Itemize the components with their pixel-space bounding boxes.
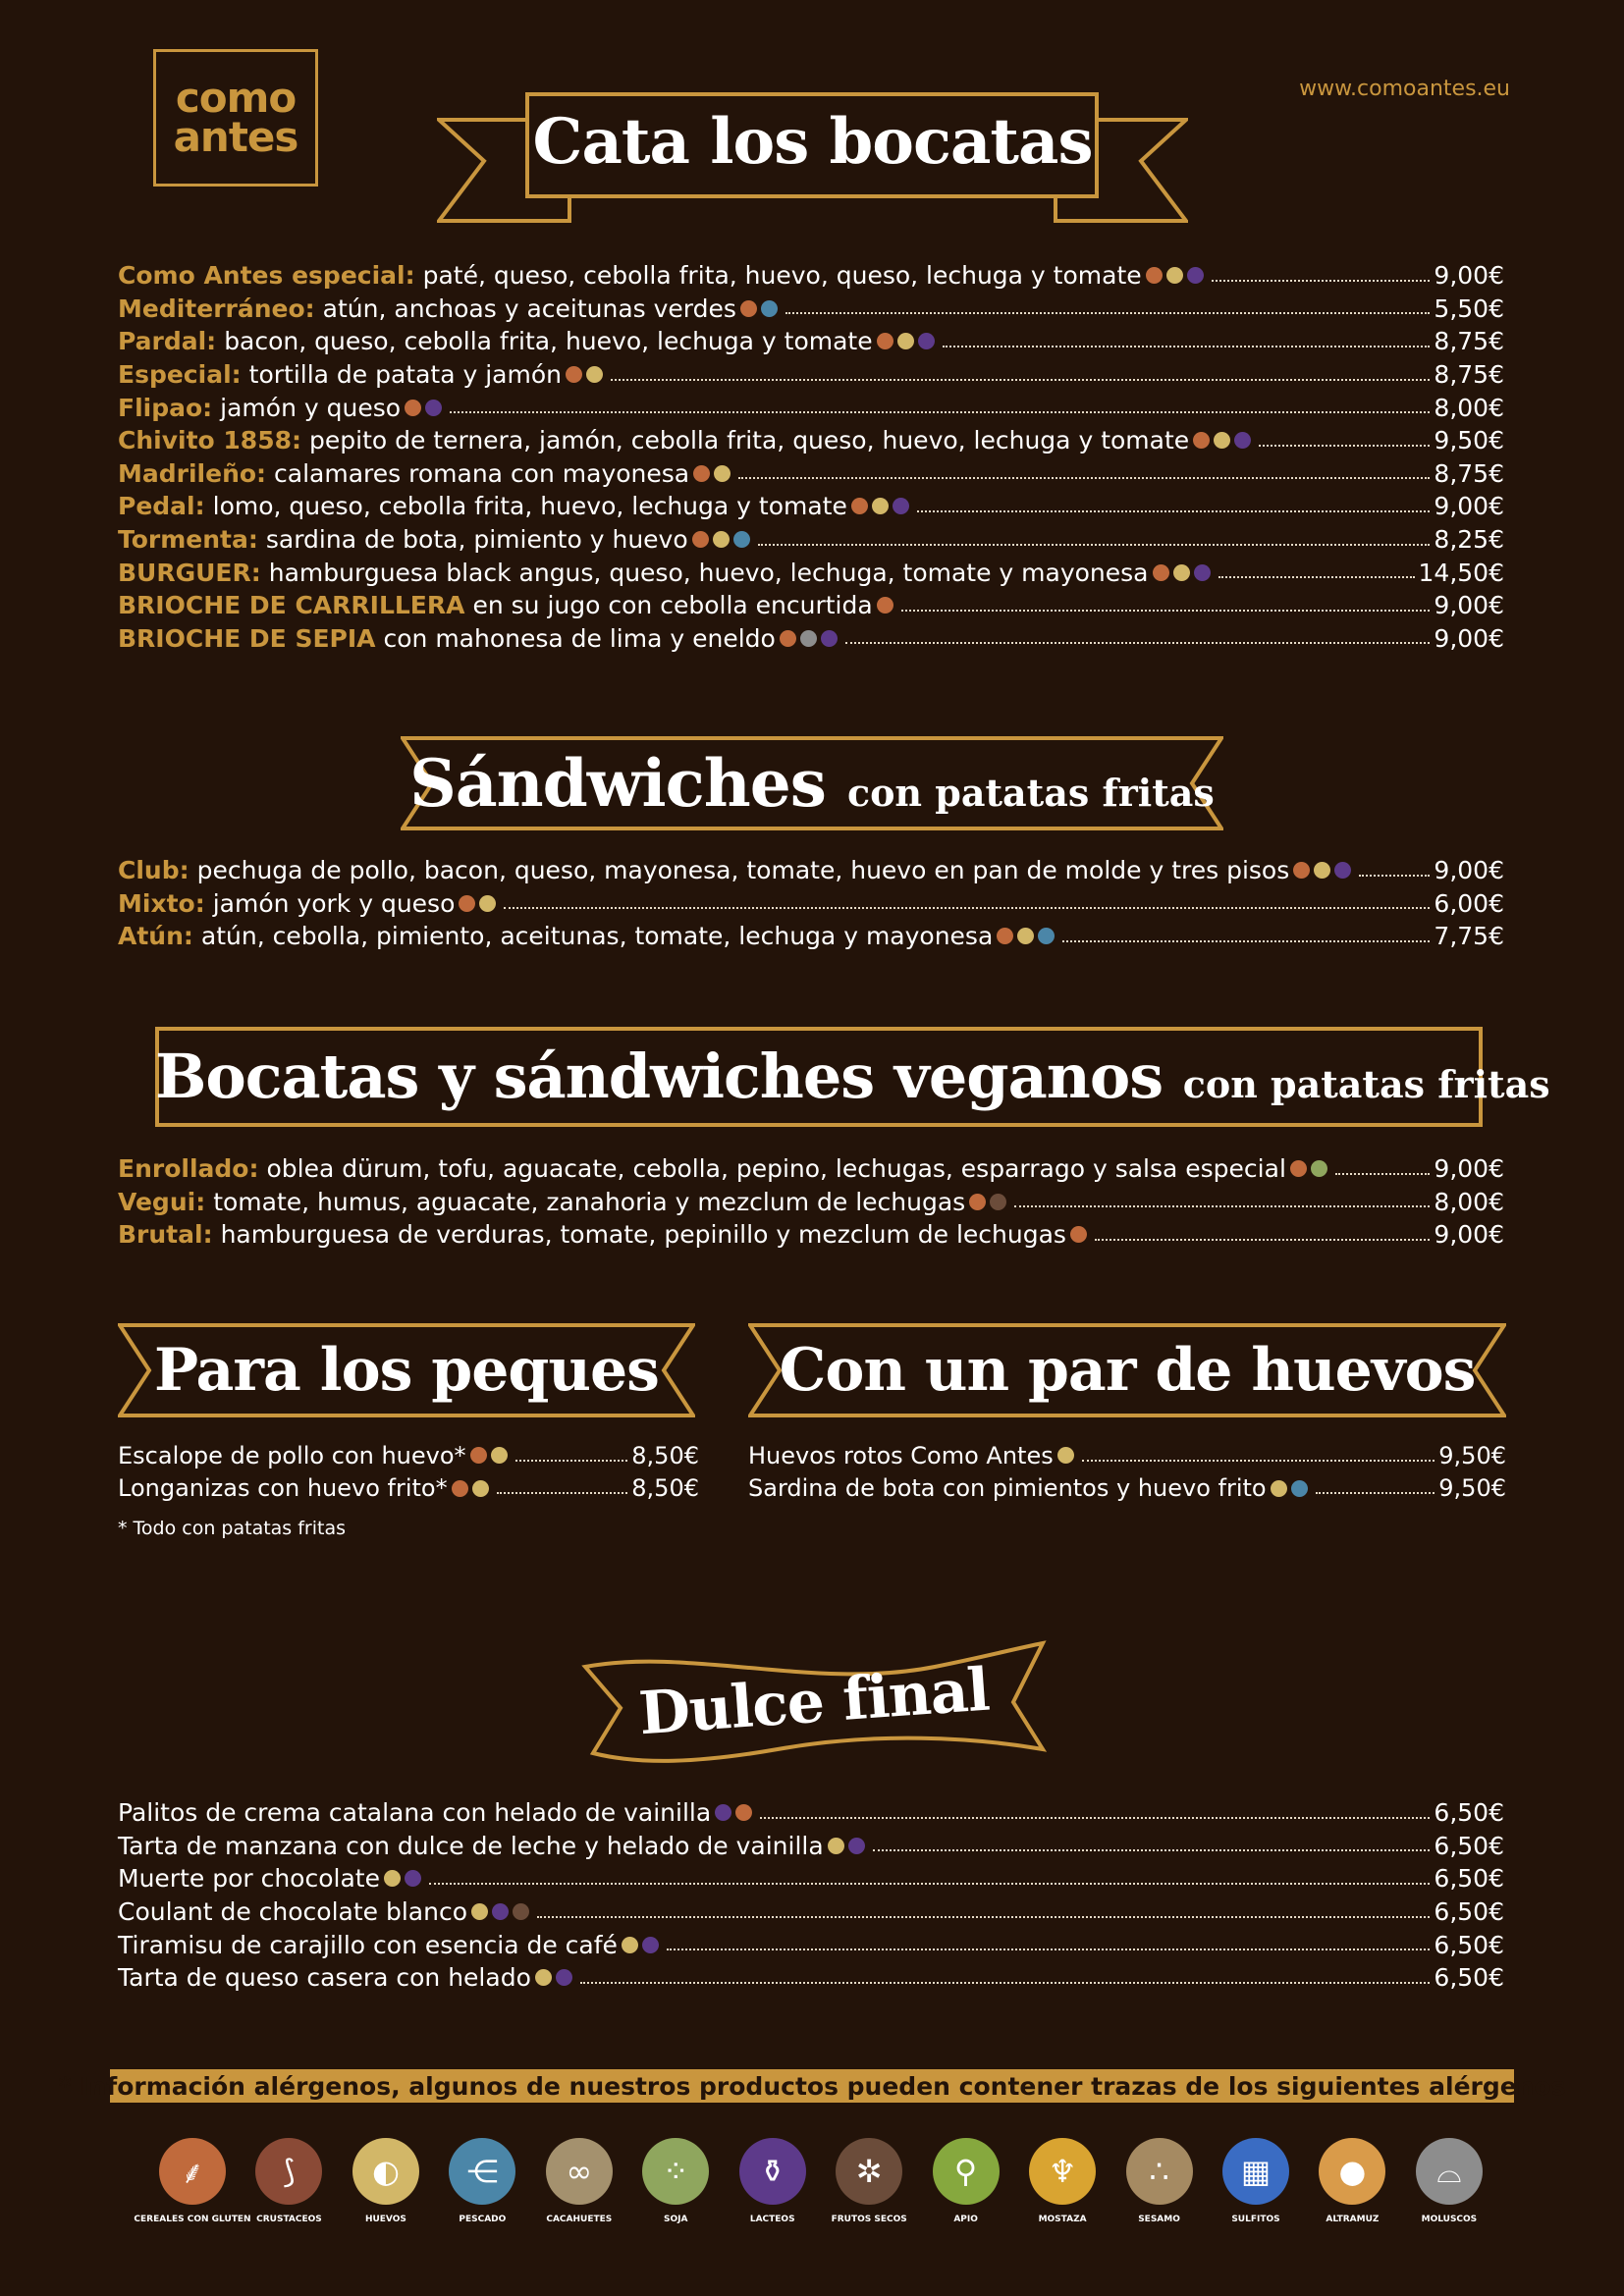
item-price: 6,50€ [1434,1798,1504,1828]
dotted-leader [1359,875,1430,877]
lacteos-allergen-icon [715,1804,731,1821]
allergen-legend [134,2138,1489,2224]
item-allergens [1193,432,1251,449]
huevos-allergen-icon [622,1937,638,1953]
huevos-allergen-icon [472,1480,489,1497]
item-name: Club: [118,856,189,885]
dotted-leader [1014,1205,1430,1207]
huevos-allergen-icon [384,1870,401,1887]
item-name: Chivito 1858: [118,426,301,455]
allergen-legend-item [134,2138,251,2224]
item-price: 8,75€ [1434,360,1504,390]
lacteos-allergen-icon [642,1937,659,1953]
item-name: Como Antes especial: [118,261,415,291]
item-name: BRIOCHE DE SEPIA [118,623,376,653]
item-price: 9,50€ [1438,1474,1506,1503]
dotted-leader [1259,445,1430,447]
item-description: Huevos rotos Como Antes [748,1441,1054,1469]
section-header-huevos [748,1323,1506,1417]
item-description: jamón y queso [220,393,402,422]
item-description: paté, queso, cebolla frita, huevo, queso, lechuga y tomate [422,261,1142,291]
item-name: Mediterráneo: [118,294,315,323]
allergen-label: SULFITOS [1231,2215,1280,2224]
allergen-legend-item [1023,2138,1102,2224]
dotted-leader [1335,1173,1431,1175]
item-description: Palitos de crema catalana con helado de vainilla [118,1798,712,1828]
dotted-leader [785,312,1430,314]
allergen-legend-item [1313,2138,1391,2224]
item-price: 8,75€ [1434,458,1504,488]
item-price: 14,50€ [1418,558,1504,587]
item-allergens [384,1870,421,1887]
item-price: 5,50€ [1434,294,1504,323]
item-allergens [969,1194,1006,1210]
allergen-label: MOSTAZA [1038,2215,1087,2224]
menu-item [748,1472,1506,1506]
huevos-allergen-icon [713,531,730,548]
item-description: atún, cebolla, pimiento, aceitunas, tomate, lechuga y mayonesa [200,922,994,951]
item-name: Especial: [118,360,242,390]
item-allergens [828,1838,865,1854]
section-title-main: Bocatas y sándwiches veganos [155,1041,1164,1112]
item-name: Vegui: [118,1187,206,1216]
menu-item [118,1186,1504,1219]
menu-item [118,325,1504,358]
item-description: Muerte por chocolate [118,1864,380,1894]
item-price: 8,00€ [1434,393,1504,422]
menu-item [118,424,1504,457]
shrimp-icon: ⟆ [255,2138,322,2205]
item-description: hamburguesa black angus, queso, huevo, lechuga, tomate y mayonesa [268,558,1149,587]
dotted-leader [873,1849,1431,1851]
lacteos-allergen-icon [405,1870,421,1887]
gluten-allergen-icon [1293,862,1310,879]
dotted-leader [1082,1460,1435,1462]
gluten-allergen-icon [997,928,1013,944]
allergen-legend-item [1217,2138,1295,2224]
dotted-leader [450,411,1430,413]
item-description: con mahonesa de lima y eneldo [383,623,776,653]
section-title: Para los peques [154,1336,659,1405]
item-description: calamares romana con mayonesa [274,458,690,488]
menu-item [118,556,1504,589]
gluten-allergen-icon [1153,564,1169,581]
dulce-list [118,1796,1504,1995]
lacteos-allergen-icon [1187,267,1204,284]
gluten-allergen-icon [452,1480,468,1497]
menu-item [118,1796,1504,1830]
gluten-allergen-icon [1146,267,1163,284]
bocatas-list [118,259,1504,655]
gluten-allergen-icon [692,531,709,548]
section-header-veganos [155,1027,1550,1127]
milk-icon: ⚱ [739,2138,806,2205]
item-price: 8,50€ [631,1441,699,1469]
dotted-leader [504,907,1430,909]
item-price: 6,50€ [1434,1963,1504,1993]
lacteos-allergen-icon [1334,862,1351,879]
item-allergens [459,895,496,912]
item-description: Sardina de bota con pimientos y huevo frito [748,1474,1267,1503]
allergen-label: PESCADO [459,2215,507,2224]
item-allergens [1153,564,1211,581]
menu-item [118,1896,1504,1929]
dotted-leader [1218,576,1415,578]
item-allergens [1293,862,1351,879]
soja-allergen-icon [1311,1160,1327,1177]
menu-item [118,1928,1504,1961]
allergen-legend-item [636,2138,715,2224]
menu-item [118,490,1504,523]
item-price: 9,00€ [1434,261,1504,291]
item-price: 9,00€ [1434,1220,1504,1250]
como-antes-logo [153,49,318,187]
item-allergens [471,1903,529,1920]
menu-item [118,259,1504,293]
item-allergens [693,465,731,482]
dotted-leader [667,1949,1431,1950]
dotted-leader [429,1883,1430,1885]
item-allergens [1271,1480,1308,1497]
section-title [155,1031,1550,1131]
item-allergens [740,300,778,317]
gluten-allergen-icon [851,498,868,514]
lacteos-allergen-icon [893,498,909,514]
allergen-legend-item [733,2138,812,2224]
allergen-label: ALTRAMUZ [1326,2215,1380,2224]
menu-item [118,293,1504,326]
mustard-icon: ♆ [1029,2138,1096,2205]
item-description: tortilla de patata y jamón [248,360,562,390]
huevos-allergen-icon [1057,1447,1074,1464]
section-title: Con un par de huevos [779,1336,1476,1405]
allergen-label: MOLUSCOS [1421,2215,1478,2224]
celery-icon: ⚲ [933,2138,1000,2205]
huevos-allergen-icon [872,498,889,514]
peques-note: * Todo con patatas fritas [118,1518,347,1539]
allergen-label: CACAHUETES [546,2215,613,2224]
lacteos-allergen-icon [492,1903,509,1920]
item-name: Pedal: [118,492,205,521]
huevos-allergen-icon [479,895,496,912]
veganos-list [118,1152,1504,1252]
shell-icon: ⌓ [1416,2138,1483,2205]
huevos-allergen-icon [586,366,603,383]
item-price: 9,00€ [1434,1154,1504,1184]
wheat-icon: ⸙ [159,2138,226,2205]
pescado-allergen-icon [733,531,750,548]
item-price: 8,00€ [1434,1187,1504,1216]
item-name: Tormenta: [118,525,258,555]
item-price: 6,00€ [1434,888,1504,918]
dotted-leader [580,1982,1431,1984]
menu-item [118,622,1504,656]
item-description: Tarta de queso casera con helado [118,1963,531,1993]
item-allergens [566,366,603,383]
item-price: 9,00€ [1434,856,1504,885]
website-url[interactable]: www.comoantes.eu [1299,77,1510,101]
gluten-allergen-icon [405,400,421,416]
item-description: Escalope de pollo con huevo* [118,1441,466,1469]
item-price: 8,25€ [1434,525,1504,555]
peques-list [118,1439,699,1505]
lacteos-allergen-icon [1234,432,1251,449]
item-description: jamón york y queso [212,888,456,918]
item-description: en su jugo con cebolla encurtida [472,591,873,620]
lacteos-allergen-icon [556,1969,572,1986]
menu-item [118,523,1504,557]
dotted-leader [515,1460,628,1462]
dotted-leader [943,346,1431,347]
section-header-dulce [581,1639,1047,1767]
allergen-legend-item [249,2138,328,2224]
item-allergens [780,630,838,647]
section-header-bocatas [437,90,1188,224]
item-allergens [622,1937,659,1953]
egg-icon: ◐ [352,2138,419,2205]
item-price: 6,50€ [1434,1930,1504,1959]
dotted-leader [758,544,1431,546]
gluten-allergen-icon [780,630,796,647]
dotted-leader [1095,1239,1431,1241]
item-description: lomo, queso, cebolla frita, huevo, lechuga y tomate [212,492,847,521]
sesame-icon: ∴ [1126,2138,1193,2205]
gluten-allergen-icon [740,300,757,317]
section-header-peques [118,1323,695,1417]
item-name: Brutal: [118,1220,213,1250]
menu-item [118,854,1504,887]
item-allergens [1057,1447,1074,1464]
pescado-allergen-icon [1291,1480,1308,1497]
dotted-leader [738,477,1430,479]
item-price: 9,00€ [1434,492,1504,521]
huevos-allergen-icon [471,1903,488,1920]
gluten-allergen-icon [1290,1160,1307,1177]
item-name: Flipao: [118,393,213,422]
huevos-allergen-icon [1271,1480,1287,1497]
pescado-allergen-icon [761,300,778,317]
dotted-leader [1316,1492,1435,1494]
allergen-label: SESAMO [1138,2215,1180,2224]
dotted-leader [760,1817,1430,1819]
item-allergens [877,333,935,349]
item-price: 9,00€ [1434,591,1504,620]
section-subtitle: con patatas fritas [846,771,1215,815]
item-description: Tiramisu de carajillo con esencia de café [118,1930,618,1959]
item-allergens [535,1969,572,1986]
menu-item [118,1830,1504,1863]
item-price: 8,50€ [631,1474,699,1503]
item-price: 9,00€ [1434,623,1504,653]
allergen-label: CEREALES CON GLUTEN [134,2215,251,2224]
logo-line-2: antes [173,113,298,161]
item-allergens [851,498,909,514]
sulphite-icon: ▦ [1222,2138,1289,2205]
allergen-legend-item [443,2138,521,2224]
item-allergens [877,597,893,614]
allergen-legend-item [927,2138,1005,2224]
item-allergens [715,1804,752,1821]
item-description: tomate, humus, aguacate, zanahoria y mezclum de lechugas [213,1187,966,1216]
item-description: hamburguesa de verduras, tomate, pepinillo y mezclum de lechugas [220,1220,1066,1250]
menu-item [118,358,1504,392]
menu-item [118,589,1504,622]
gluten-allergen-icon [735,1804,752,1821]
item-name: Pardal: [118,327,217,356]
section-title-main: Sándwiches [409,745,826,822]
item-name: Enrollado: [118,1154,259,1184]
huevos-allergen-icon [491,1447,508,1464]
lacteos-allergen-icon [918,333,935,349]
item-price: 6,50€ [1434,1864,1504,1894]
item-allergens [1146,267,1204,284]
pescado-allergen-icon [1038,928,1055,944]
dotted-leader [845,642,1431,644]
soy-icon: ⁘ [642,2138,709,2205]
fish-icon: ⋲ [449,2138,515,2205]
section-subtitle: con patatas fritas [1182,1062,1550,1106]
dotted-leader [1062,940,1430,942]
menu-item [118,457,1504,491]
menu-item [118,920,1504,953]
menu-item [118,391,1504,424]
item-description: Tarta de manzana con dulce de leche y helado de vainilla [118,1831,824,1860]
menu-item [118,1218,1504,1252]
item-price: 6,50€ [1434,1831,1504,1860]
frutos-secos-allergen-icon [513,1903,529,1920]
item-allergens [452,1480,489,1497]
frutos-secos-allergen-icon [990,1194,1006,1210]
lupin-icon: ● [1319,2138,1385,2205]
section-title: Dulce final [636,1655,992,1749]
lacteos-allergen-icon [821,630,838,647]
allergen-label: APIO [953,2215,978,2224]
menu-item [118,1472,699,1506]
allergen-label: FRUTOS SECOS [831,2215,907,2224]
menu-item [118,1862,1504,1896]
huevos-allergen-icon [828,1838,844,1854]
gluten-allergen-icon [1193,432,1210,449]
item-name: BURGUER: [118,558,261,587]
allergen-label: HUEVOS [364,2215,406,2224]
allergen-legend-item [540,2138,619,2224]
peanut-icon: ∞ [546,2138,613,2205]
huevos-allergen-icon [1214,432,1230,449]
lacteos-allergen-icon [848,1838,865,1854]
gluten-allergen-icon [459,895,475,912]
item-allergens [1290,1160,1327,1177]
item-allergens [997,928,1055,944]
gluten-allergen-icon [1070,1226,1087,1243]
menu-item [748,1439,1506,1472]
section-title: Cata los bocatas [532,105,1093,179]
huevos-allergen-icon [897,333,914,349]
gluten-allergen-icon [969,1194,986,1210]
item-description: sardina de bota, pimiento y huevo [265,525,688,555]
huevos-allergen-icon [1017,928,1034,944]
gluten-allergen-icon [877,597,893,614]
item-allergens [1070,1226,1087,1243]
huevos-allergen-icon [1314,862,1330,879]
item-name: Mixto: [118,888,205,918]
allergen-legend-item [830,2138,908,2224]
allergen-label: SOJA [664,2215,688,2224]
lacteos-allergen-icon [1194,564,1211,581]
dotted-leader [611,379,1430,381]
item-price: 9,50€ [1434,426,1504,455]
item-description: Coulant de chocolate blanco [118,1897,467,1927]
allergen-label: CRUSTACEOS [256,2215,322,2224]
allergen-legend-item [1120,2138,1199,2224]
dotted-leader [537,1916,1430,1918]
section-header-sandwiches [401,736,1223,830]
nuts-icon: ✲ [836,2138,902,2205]
item-price: 8,75€ [1434,327,1504,356]
lacteos-allergen-icon [425,400,442,416]
huevos-allergen-icon [714,465,731,482]
item-allergens [692,531,750,548]
gluten-allergen-icon [877,333,893,349]
moluscos-allergen-icon [800,630,817,647]
allergen-info-banner: * Información alérgenos, algunos de nuestros productos pueden contener trazas de los siguientes alérgenos [110,2069,1514,2103]
allergen-legend-item [1410,2138,1489,2224]
item-description: Longanizas con huevo frito* [118,1474,448,1503]
allergen-legend-item [347,2138,425,2224]
dotted-leader [917,510,1431,512]
gluten-allergen-icon [470,1447,487,1464]
item-description: pepito de ternera, jamón, cebolla frita, queso, huevo, lechuga y tomate [309,426,1190,455]
sandwiches-list [118,854,1504,953]
item-name: Atún: [118,922,193,951]
menu-item [118,1961,1504,1995]
gluten-allergen-icon [693,465,710,482]
dotted-leader [1212,280,1431,282]
huevos-allergen-icon [1173,564,1190,581]
dotted-leader [901,610,1431,612]
menu-item [118,1152,1504,1186]
allergen-label: LACTEOS [749,2215,795,2224]
huevos-list [748,1439,1506,1505]
item-name: Madrileño: [118,458,267,488]
logo-line-1: como [175,74,297,122]
item-name: BRIOCHE DE CARRILLERA [118,591,465,620]
section-title [401,740,1223,836]
gluten-allergen-icon [566,366,582,383]
item-allergens [470,1447,508,1464]
menu-item [118,1439,699,1472]
huevos-allergen-icon [535,1969,552,1986]
item-price: 7,75€ [1434,922,1504,951]
menu-item [118,887,1504,921]
item-description: oblea dürum, tofu, aguacate, cebolla, pepino, lechugas, esparrago y salsa especial [266,1154,1286,1184]
item-description: atún, anchoas y aceitunas verdes [322,294,736,323]
huevos-allergen-icon [1166,267,1183,284]
dotted-leader [497,1492,628,1494]
item-allergens [405,400,442,416]
item-description: bacon, queso, cebolla frita, huevo, lechuga y tomate [224,327,873,356]
item-description: pechuga de pollo, bacon, queso, mayonesa, tomate, huevo en pan de molde y tres pisos [196,856,1290,885]
item-price: 6,50€ [1434,1897,1504,1927]
item-price: 9,50€ [1438,1441,1506,1469]
